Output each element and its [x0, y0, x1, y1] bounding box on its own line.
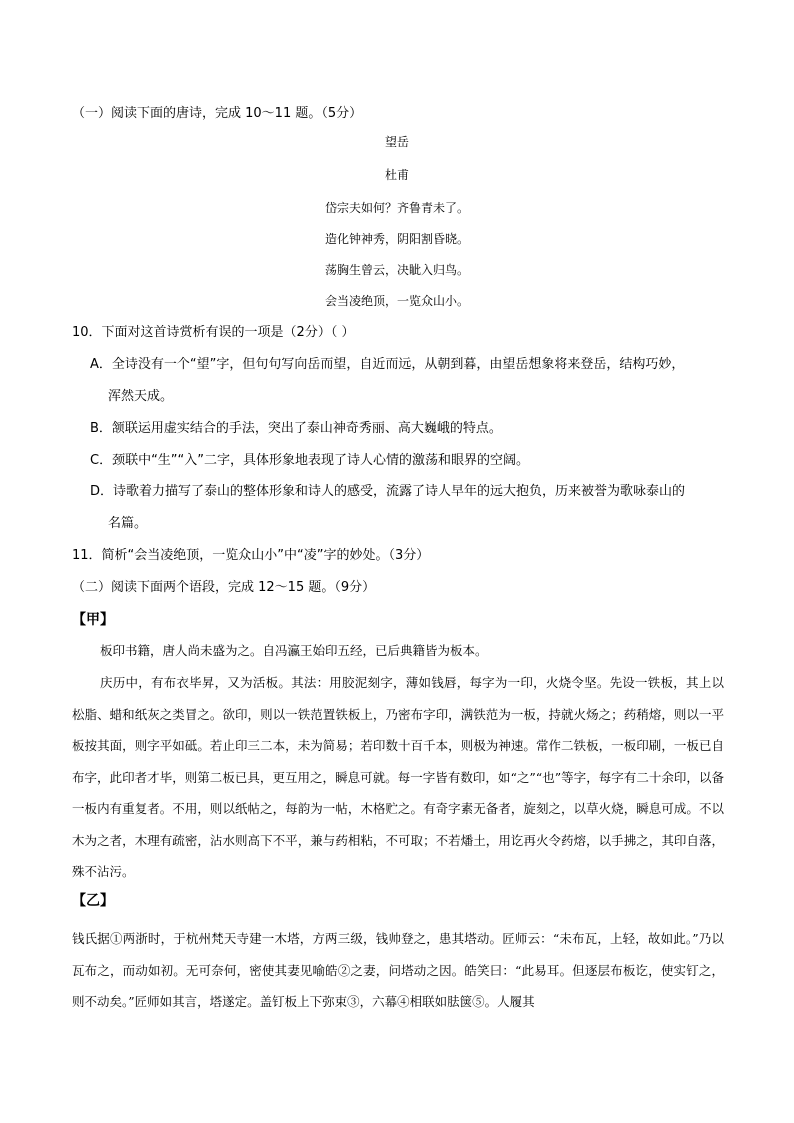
question-10-option-c: C．颈联中“生”“入”二字，具体形象地表现了诗人心情的激荡和眼界的空阔。	[90, 453, 530, 468]
question-10-option-a: A．全诗没有一个“望”字，但句句写向岳而望，自近而远，从朝到暮，由望岳想象将来登岳，结构巧妙，	[90, 357, 685, 372]
poem-line-2: 造化钟神秀，阴阳割昏晓。	[324, 232, 469, 246]
poem-author: 杜甫	[384, 168, 409, 182]
passage-jia-paragraph-2: 庆历中，有布衣毕昇，又为活板。其法：用胶泥刻字，薄如钱唇，每字为一印，火烧令坚。先设一铁板，其上以松脂、蜡和纸灰之类冒之。欲印，则以一铁范置铁板上，乃密布字印，满铁范为一板，持就火炀之；药稍熔，则以一平板按其面，则字平如砥。若止印三二本，未为简易；若印数十百千本，则极为神速。常作二铁板，一板印刷，一板已自布字，此印者才毕，则第二板已具，更互用之，瞬息可就。每一字皆有数印，如“之”“也”等字，每字有二十余印，以备一板内有重复者。不用，则以纸帖之，每韵为一帖，木格贮之。有奇字素无备者，旋刻之，以草火烧，瞬息可成。不以木为之者，木理有疏密，沾水则高下不平，兼与药相粘，不可取；不若燔土，用讫再火令药熔，以手拂之，其印自落，殊不沾污。	[72, 675, 724, 879]
passage-yi-text: 钱氏据①两浙时，于杭州梵天寺建一木塔，方两三级，钱帅登之，患其塔动。匠师云：“未布瓦，上轻，故如此。”乃以瓦布之，而动如初。无可奈何，密使其妻见喻皓②之妻，问塔动之因。皓笑曰：“此易耳。但逐层布板讫，使实钉之，则不动矣。”匠师如其言，塔遂定。盖钉板上下弥束③，六幕④相联如胠箧⑤。人履其	[72, 931, 724, 1009]
section-1-header: （一）阅读下面的唐诗，完成 10～11 题。（5分）	[72, 106, 363, 121]
question-11: 11．简析“会当凌绝顶，一览众山小”中“凌”字的妙处。（3分）	[72, 548, 430, 563]
passage-jia-paragraph-1: 板印书籍，唐人尚未盛为之。自冯瀛王始印五经，已后典籍皆为板本。	[100, 643, 488, 658]
section-2-header: （二）阅读下面两个语段，完成 12～15 题。（9分）	[72, 580, 376, 595]
question-10-option-d: D．诗歌着力描写了泰山的整体形象和诗人的感受，流露了诗人早年的远大抱负，历来被誉为歌咏泰山的	[90, 484, 686, 499]
question-10-stem: 10．下面对这首诗赏析有误的一项是（2分）（ ）	[72, 325, 355, 340]
poem-line-1: 岱宗夫如何？齐鲁青未了。	[324, 201, 469, 215]
poem-line-3: 荡胸生曾云，决眦入归鸟。	[324, 263, 469, 277]
question-10-option-a-cont: 浑然天成。	[108, 389, 174, 404]
passage-jia-label: 【甲】	[72, 612, 114, 628]
passage-yi-label: 【乙】	[72, 893, 114, 909]
poem-line-4: 会当凌绝顶，一览众山小。	[324, 294, 469, 308]
question-10-option-b: B．颔联运用虚实结合的手法，突出了泰山神奇秀丽、高大巍峨的特点。	[90, 421, 502, 436]
question-10-option-d-cont: 名篇。	[108, 516, 148, 531]
poem-title: 望岳	[384, 135, 409, 149]
